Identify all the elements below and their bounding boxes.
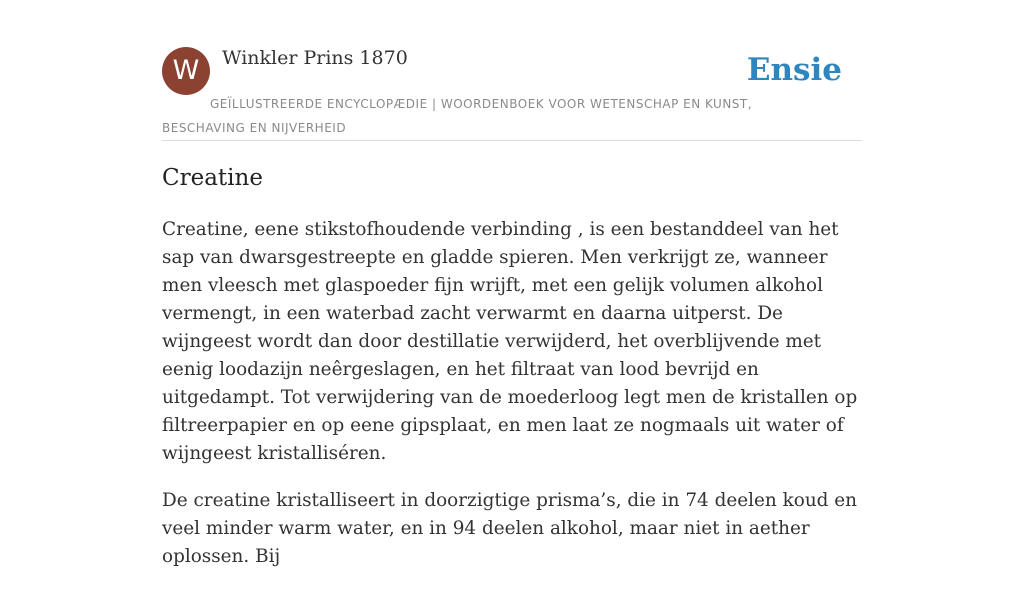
site-header xyxy=(162,46,862,141)
source-subtitle: GEÏLLUSTREERDE ENCYCLOPÆDIE | WOORDENBOEK VOOR WETENSCHAP EN KUNST, BESCHAVING EN NIJVERHEID xyxy=(162,97,753,135)
article-body xyxy=(162,216,862,590)
article-paragraph: De creatine kristalliseert in doorzigtige prisma’s, die in 74 deelen koud en veel minder warm water, en in 94 deelen alkohol, maar niet in aether oplossen. Bij xyxy=(162,490,858,567)
source-avatar[interactable]: W xyxy=(162,47,210,95)
ensie-logo[interactable]: Ensie xyxy=(746,52,842,88)
article-title: Creatine xyxy=(162,165,263,191)
article-paragraph: Creatine, eene stikstofhoudende verbinding , is een bestanddeel van het sap van dwarsgestreepte en gladde spieren. Men verkrijgt ze, wanneer men vleesch met glaspoeder fijn wrijft, met een gelijk volumen alkohol vermengt, in een waterbad zacht verwarmt en daarna uitperst. De wijngeest wordt dan door destillatie verwijderd, het overblijvende met eenig loodazijn neêrgeslagen, en het filtraat van lood bevrijd en uitgedampt. Tot verwijdering van de moederloog legt men de kristallen op filtreerpapier en op eene gipsplaat, en men laat ze nogmaals uit water of wijngeest kristalliséren. xyxy=(162,219,858,464)
source-name-link[interactable]: Winkler Prins 1870 xyxy=(222,47,408,69)
